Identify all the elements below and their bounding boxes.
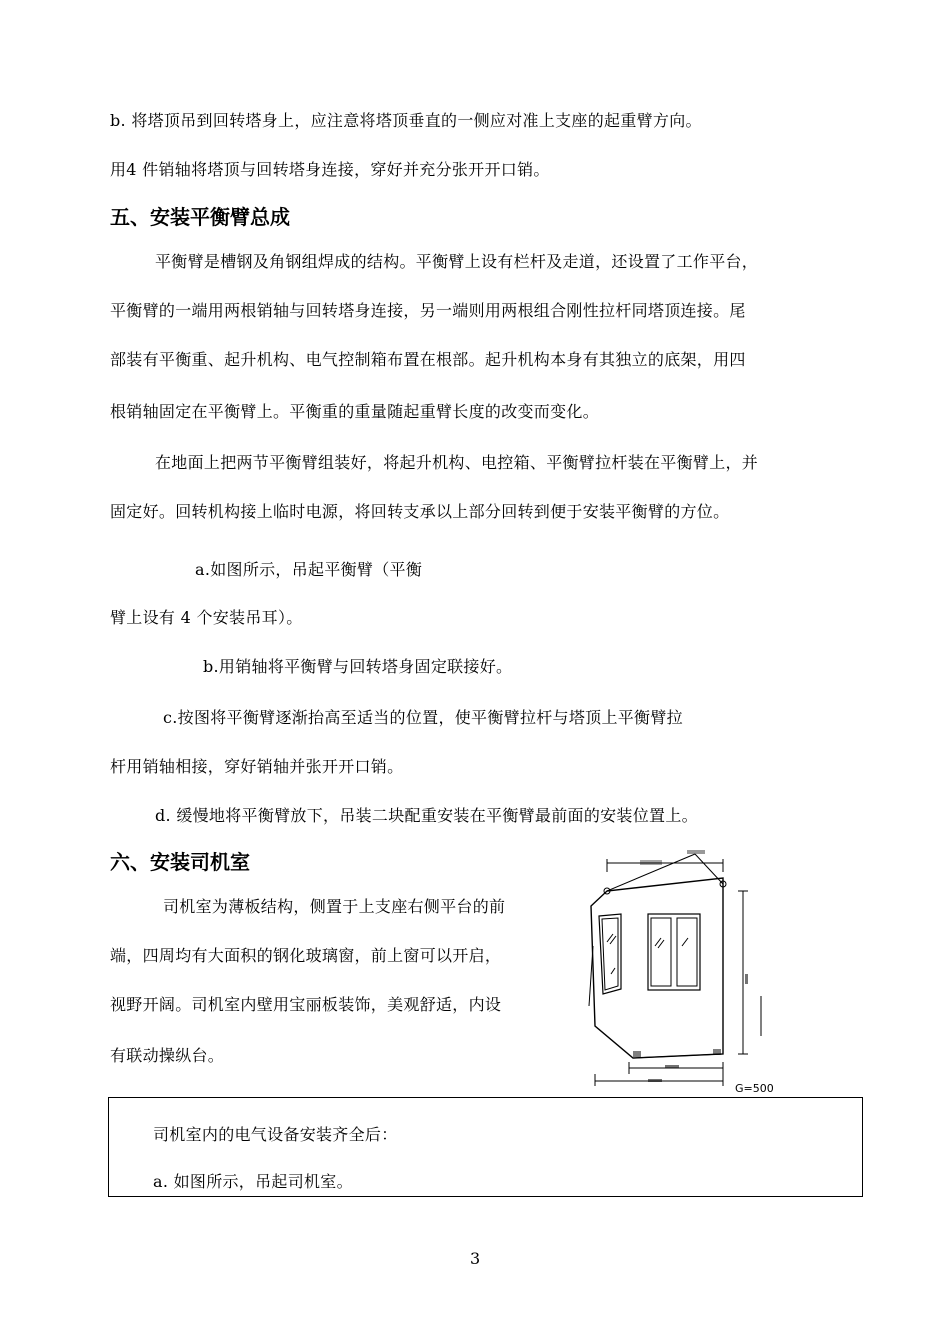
section5-para1-line1: 平衡臂是槽钢及角钢组焊成的结构。平衡臂上设有栏杆及走道，还设置了工作平台， <box>155 252 759 271</box>
page-number: 3 <box>470 1249 481 1268</box>
item-b-line1: b. 将塔顶吊到回转塔身上，应注意将塔顶垂直的一侧应对准上支座的起重臂方向。 <box>110 111 702 130</box>
section5-para1-line4: 根销轴固定在平衡臂上。平衡重的重量随起重臂长度的改变而变化。 <box>110 402 600 421</box>
section5-para2-line2: 固定好。回转机构接上临时电源，将回转支承以上部分回转到便于安装平衡臂的方位。 <box>110 502 730 521</box>
section6-heading: 六、安装司机室 <box>110 850 250 874</box>
figure-caption: G=500 <box>735 1082 774 1095</box>
item-b-line2: 用4 件销轴将塔顶与回转塔身连接，穿好并充分张开开口销。 <box>110 160 550 179</box>
section5-item-b: b.用销轴将平衡臂与回转塔身固定联接好。 <box>203 657 513 676</box>
section5-item-c-line2: 杆用销轴相接，穿好销轴并张开开口销。 <box>110 757 404 776</box>
section6-para-line3: 视野开阔。司机室内壁用宝丽板装饰，美观舒适，内设 <box>110 995 502 1014</box>
section5-item-a-line2: 臂上设有 4 个安装吊耳）。 <box>110 608 303 627</box>
cab-drawing <box>585 846 785 1096</box>
bordered-box <box>108 1097 863 1197</box>
section6-para-line2: 端，四周均有大面积的钢化玻璃窗，前上窗可以开启， <box>110 946 502 965</box>
section5-para1-line2: 平衡臂的一端用两根销轴与回转塔身连接，另一端则用两根组合刚性拉杆同塔顶连接。尾 <box>110 301 746 320</box>
box-line2: a. 如图所示，吊起司机室。 <box>153 1172 353 1191</box>
section5-item-d: d. 缓慢地将平衡臂放下，吊装二块配重安装在平衡臂最前面的安装位置上。 <box>155 806 698 825</box>
section5-item-a-line1: a.如图所示，吊起平衡臂（平衡 <box>195 560 423 579</box>
section6-para-line1: 司机室为薄板结构，侧置于上支座右侧平台的前 <box>163 897 506 916</box>
section5-heading: 五、安装平衡臂总成 <box>110 205 290 229</box>
section6-para-line4: 有联动操纵台。 <box>110 1046 225 1065</box>
section5-para2-line1: 在地面上把两节平衡臂组装好，将起升机构、电控箱、平衡臂拉杆装在平衡臂上，并 <box>155 453 759 472</box>
section5-item-c-line1: c.按图将平衡臂逐渐抬高至适当的位置，使平衡臂拉杆与塔顶上平衡臂拉 <box>163 708 683 727</box>
section5-para1-line3: 部装有平衡重、起升机构、电气控制箱布置在根部。起升机构本身有其独立的底架，用四 <box>110 350 746 369</box>
box-line1: 司机室内的电气设备安装齐全后： <box>153 1125 398 1144</box>
